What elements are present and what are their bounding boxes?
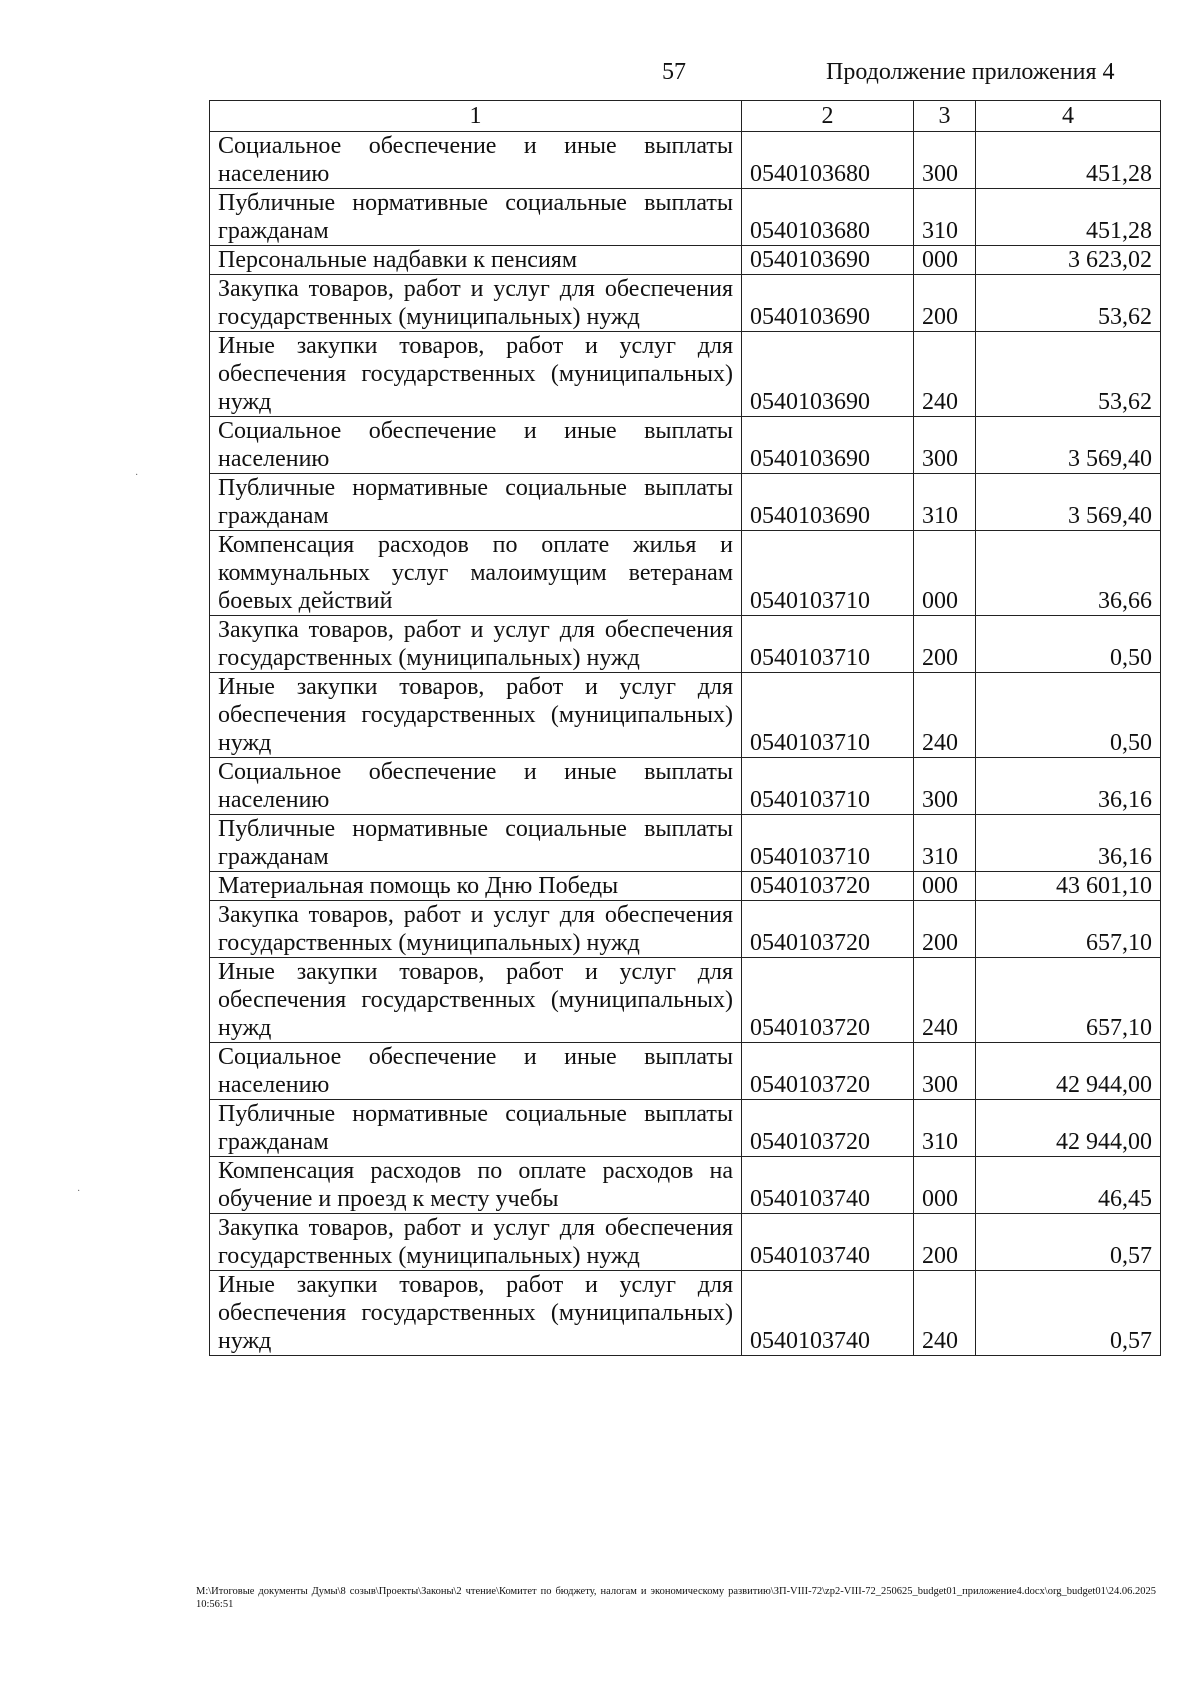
row-name: Закупка товаров, работ и услуг для обеспечения государственных (муниципальных) нужд xyxy=(210,1214,742,1271)
page-number: 57 xyxy=(662,59,686,85)
table-row xyxy=(210,872,1161,901)
row-code: 0540103680 xyxy=(742,132,914,189)
row-expense-type: 200 xyxy=(914,275,976,332)
row-expense-type: 000 xyxy=(914,246,976,275)
table-row xyxy=(210,815,1161,872)
row-amount: 36,16 xyxy=(976,758,1161,815)
row-code: 0540103710 xyxy=(742,616,914,673)
row-amount: 42 944,00 xyxy=(976,1100,1161,1157)
table-row xyxy=(210,189,1161,246)
row-code: 0540103720 xyxy=(742,1043,914,1100)
row-name: Персональные надбавки к пенсиям xyxy=(210,246,742,275)
row-amount: 36,66 xyxy=(976,531,1161,616)
scan-speck: · xyxy=(135,470,139,481)
row-expense-type: 310 xyxy=(914,189,976,246)
table-body xyxy=(210,132,1161,1356)
row-code: 0540103740 xyxy=(742,1214,914,1271)
column-header: 1 xyxy=(210,101,742,132)
table-row xyxy=(210,474,1161,531)
file-path-footer: M:\Итоговые документы Думы\8 созыв\Проекты\Законы\2 чтение\Комитет по бюджету, налогам и экономическому развитию\ЗП-VIII-72\zp2-VIII-72_250625_budget01_приложение4.docx\org_budget01\24.06.2025 10:56:51 xyxy=(196,1586,1156,1610)
row-expense-type: 300 xyxy=(914,1043,976,1100)
row-name: Социальное обеспечение и иные выплаты населению xyxy=(210,758,742,815)
table-row xyxy=(210,417,1161,474)
table-row xyxy=(210,132,1161,189)
table-row xyxy=(210,332,1161,417)
row-name: Публичные нормативные социальные выплаты гражданам xyxy=(210,189,742,246)
row-amount: 0,50 xyxy=(976,616,1161,673)
row-code: 0540103710 xyxy=(742,815,914,872)
row-amount: 657,10 xyxy=(976,901,1161,958)
column-header: 3 xyxy=(914,101,976,132)
row-expense-type: 240 xyxy=(914,1271,976,1356)
row-expense-type: 000 xyxy=(914,872,976,901)
table-row xyxy=(210,1100,1161,1157)
row-name: Иные закупки товаров, работ и услуг для обеспечения государственных (муниципальных) нужд xyxy=(210,958,742,1043)
table-row xyxy=(210,1157,1161,1214)
row-name: Публичные нормативные социальные выплаты гражданам xyxy=(210,815,742,872)
table-row xyxy=(210,758,1161,815)
row-expense-type: 240 xyxy=(914,958,976,1043)
row-amount: 451,28 xyxy=(976,132,1161,189)
row-amount: 451,28 xyxy=(976,189,1161,246)
row-amount: 0,57 xyxy=(976,1214,1161,1271)
table-row xyxy=(210,1271,1161,1356)
row-code: 0540103710 xyxy=(742,758,914,815)
row-amount: 3 569,40 xyxy=(976,474,1161,531)
row-amount: 3 623,02 xyxy=(976,246,1161,275)
row-amount: 46,45 xyxy=(976,1157,1161,1214)
row-code: 0540103720 xyxy=(742,958,914,1043)
row-expense-type: 000 xyxy=(914,1157,976,1214)
row-expense-type: 300 xyxy=(914,758,976,815)
row-amount: 657,10 xyxy=(976,958,1161,1043)
row-amount: 53,62 xyxy=(976,332,1161,417)
row-expense-type: 200 xyxy=(914,616,976,673)
table-row xyxy=(210,901,1161,958)
row-code: 0540103710 xyxy=(742,531,914,616)
row-expense-type: 240 xyxy=(914,332,976,417)
row-amount: 36,16 xyxy=(976,815,1161,872)
table-header-row xyxy=(210,101,1161,132)
row-amount: 0,50 xyxy=(976,673,1161,758)
row-code: 0540103690 xyxy=(742,474,914,531)
row-code: 0540103690 xyxy=(742,332,914,417)
row-code: 0540103710 xyxy=(742,673,914,758)
row-name: Иные закупки товаров, работ и услуг для обеспечения государственных (муниципальных) нужд xyxy=(210,673,742,758)
budget-table xyxy=(209,100,1161,1356)
table-row xyxy=(210,616,1161,673)
row-name: Иные закупки товаров, работ и услуг для обеспечения государственных (муниципальных) нужд xyxy=(210,1271,742,1356)
row-expense-type: 200 xyxy=(914,901,976,958)
row-amount: 42 944,00 xyxy=(976,1043,1161,1100)
row-name: Иные закупки товаров, работ и услуг для обеспечения государственных (муниципальных) нужд xyxy=(210,332,742,417)
row-name: Закупка товаров, работ и услуг для обеспечения государственных (муниципальных) нужд xyxy=(210,616,742,673)
row-expense-type: 310 xyxy=(914,1100,976,1157)
column-header: 4 xyxy=(976,101,1161,132)
table-row xyxy=(210,1043,1161,1100)
row-expense-type: 240 xyxy=(914,673,976,758)
row-name: Публичные нормативные социальные выплаты гражданам xyxy=(210,1100,742,1157)
row-expense-type: 200 xyxy=(914,1214,976,1271)
row-name: Компенсация расходов по оплате расходов на обучение и проезд к месту учебы xyxy=(210,1157,742,1214)
row-expense-type: 310 xyxy=(914,474,976,531)
row-amount: 3 569,40 xyxy=(976,417,1161,474)
table-row xyxy=(210,531,1161,616)
table-row xyxy=(210,673,1161,758)
row-code: 0540103720 xyxy=(742,872,914,901)
row-code: 0540103690 xyxy=(742,246,914,275)
row-expense-type: 000 xyxy=(914,531,976,616)
row-expense-type: 300 xyxy=(914,417,976,474)
row-name: Социальное обеспечение и иные выплаты населению xyxy=(210,1043,742,1100)
table-row xyxy=(210,275,1161,332)
row-amount: 53,62 xyxy=(976,275,1161,332)
row-expense-type: 300 xyxy=(914,132,976,189)
column-header: 2 xyxy=(742,101,914,132)
row-name: Публичные нормативные социальные выплаты гражданам xyxy=(210,474,742,531)
row-name: Социальное обеспечение и иные выплаты населению xyxy=(210,132,742,189)
scan-speck: · xyxy=(77,1186,81,1197)
row-code: 0540103720 xyxy=(742,1100,914,1157)
row-code: 0540103740 xyxy=(742,1157,914,1214)
continuation-heading: Продолжение приложения 4 xyxy=(826,59,1115,85)
table-row xyxy=(210,958,1161,1043)
row-code: 0540103690 xyxy=(742,417,914,474)
row-code: 0540103680 xyxy=(742,189,914,246)
row-code: 0540103690 xyxy=(742,275,914,332)
table-row xyxy=(210,1214,1161,1271)
row-name: Социальное обеспечение и иные выплаты населению xyxy=(210,417,742,474)
row-amount: 0,57 xyxy=(976,1271,1161,1356)
row-code: 0540103740 xyxy=(742,1271,914,1356)
row-name: Закупка товаров, работ и услуг для обеспечения государственных (муниципальных) нужд xyxy=(210,275,742,332)
row-code: 0540103720 xyxy=(742,901,914,958)
row-name: Закупка товаров, работ и услуг для обеспечения государственных (муниципальных) нужд xyxy=(210,901,742,958)
row-name: Материальная помощь ко Дню Победы xyxy=(210,872,742,901)
row-amount: 43 601,10 xyxy=(976,872,1161,901)
row-name: Компенсация расходов по оплате жилья и коммунальных услуг малоимущим ветеранам боевых действий xyxy=(210,531,742,616)
table-row xyxy=(210,246,1161,275)
row-expense-type: 310 xyxy=(914,815,976,872)
